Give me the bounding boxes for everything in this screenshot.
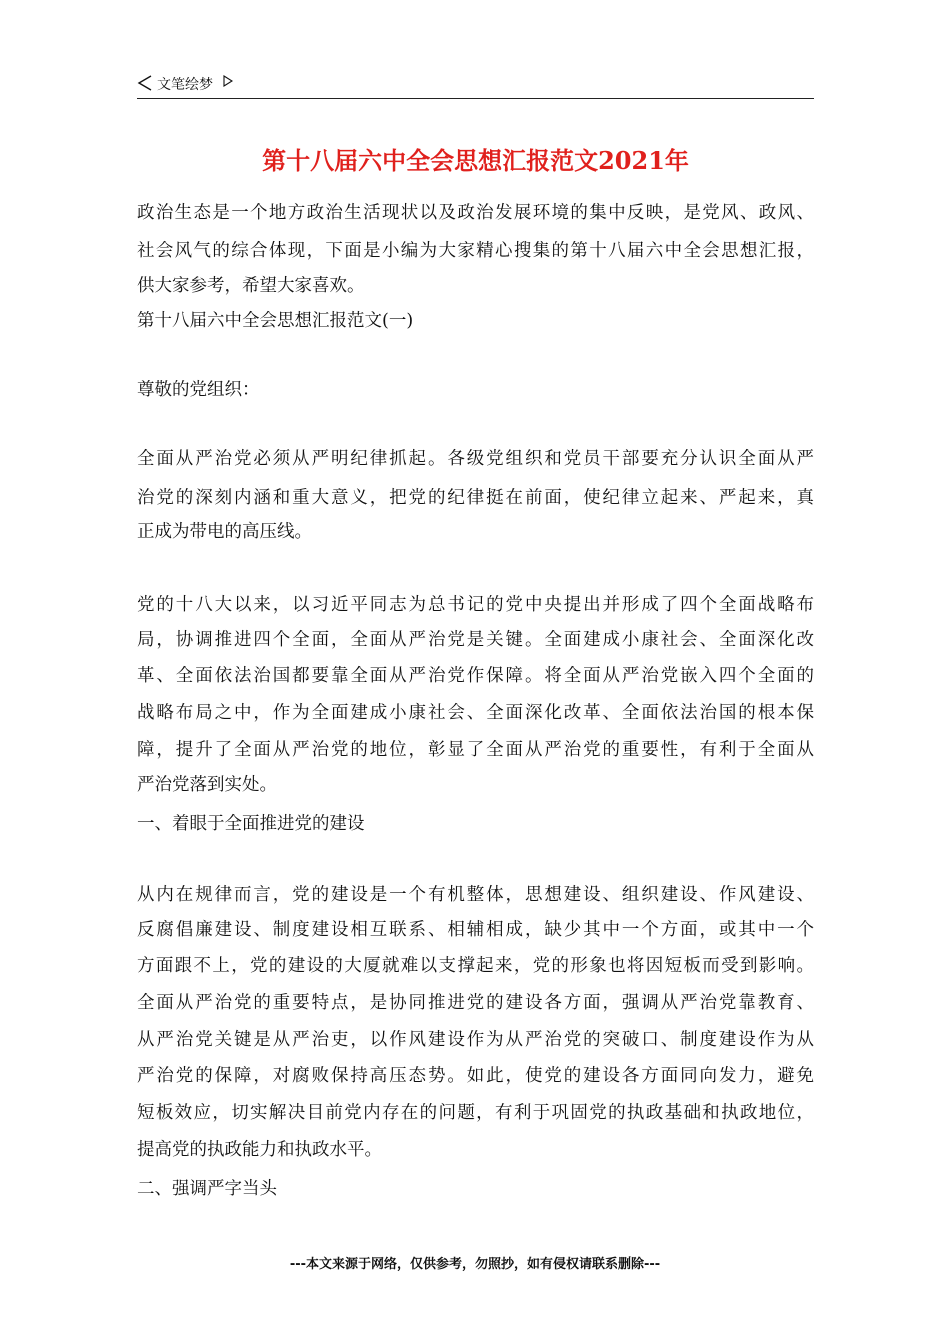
intro-line-1: 政治生态是一个地方政治生活现状以及政治发展环境的集中反映，是党风、政风、: [137, 203, 814, 223]
para3-line-7: 短板效应，切实解决目前党内存在的问题，有利于巩固党的执政基础和执政地位，: [137, 1103, 814, 1123]
para2-line-4: 战略布局之中，作为全面建成小康社会、全面深化改革、全面依法治国的根本保: [137, 703, 814, 723]
left-triangle-icon: [137, 74, 153, 92]
salutation: 尊敬的党组织：: [137, 380, 260, 400]
para1-line-3: 正成为带电的高压线。: [137, 522, 312, 542]
para2-line-1: 党的十八大以来，以习近平同志为总书记的党中央提出并形成了四个全面战略布: [137, 595, 814, 615]
para3-line-6: 严治党的保障，对腐败保持高压态势。如此，使党的建设各方面同向发力，避免: [137, 1066, 814, 1086]
para3-line-2: 反腐倡廉建设、制度建设相互联系、相辅相成，缺少其中一个方面，或其中一个: [137, 920, 814, 940]
page-header: [137, 72, 814, 99]
para1-line-2: 治党的深刻内涵和重大意义，把党的纪律挺在前面，使纪律立起来、严起来，真: [137, 488, 814, 508]
intro-line-2: 社会风气的综合体现，下面是小编为大家精心搜集的第十八届六中全会思想汇报，: [137, 241, 814, 261]
para3-line-5: 从严治党关键是从严治吏，以作风建设作为从严治党的突破口、制度建设作为从: [137, 1030, 814, 1050]
para2-line-2: 局，协调推进四个全面，全面从严治党是关键。全面建成小康社会、全面深化改: [137, 630, 814, 650]
right-triangle-icon: [223, 75, 233, 87]
document-title: 第十八届六中全会思想汇报范文2021年: [262, 146, 689, 175]
para2-line-3: 革、全面依法治国都要靠全面从严治党作保障。将全面从严治党嵌入四个全面的: [137, 666, 814, 686]
header-brand: 文笔绘梦: [157, 77, 213, 93]
footer-disclaimer: ---本文来源于网络，仅供参考，勿照抄，如有侵权请联系删除---: [289, 1257, 661, 1272]
para3-line-3: 方面跟不上，党的建设的大厦就难以支撑起来，党的形象也将因短板而受到影响。: [137, 956, 814, 976]
section-subtitle: 第十八届六中全会思想汇报范文(一): [137, 311, 414, 331]
para3-line-1: 从内在规律而言，党的建设是一个有机整体，思想建设、组织建设、作风建设、: [137, 885, 814, 905]
heading-2: 二、强调严字当头: [137, 1179, 277, 1199]
para1-line-1: 全面从严治党必须从严明纪律抓起。各级党组织和党员干部要充分认识全面从严: [137, 449, 814, 469]
para2-line-6: 严治党落到实处。: [137, 775, 277, 795]
para2-line-5: 障，提升了全面从严治党的地位，彰显了全面从严治党的重要性，有利于全面从: [137, 740, 814, 760]
para3-line-4: 全面从严治党的重要特点，是协同推进党的建设各方面，强调从严治党靠教育、: [137, 993, 814, 1013]
heading-1: 一、着眼于全面推进党的建设: [137, 814, 365, 834]
para3-line-8: 提高党的执政能力和执政水平。: [137, 1140, 382, 1160]
intro-line-3: 供大家参考，希望大家喜欢。: [137, 276, 365, 296]
